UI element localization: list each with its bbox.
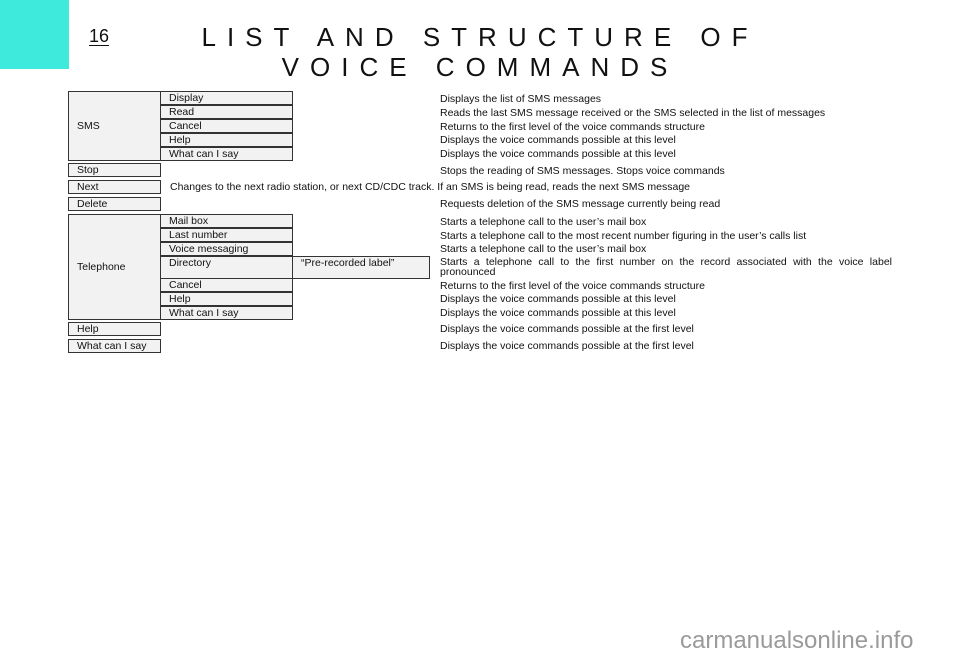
command-tel-what-can-i-say: What can I say — [160, 306, 293, 320]
command-help: Help — [68, 322, 161, 336]
desc-sms-cancel: Returns to the first level of the voice commands structure — [440, 121, 705, 133]
command-delete: Delete — [68, 197, 161, 211]
desc-tel-help: Displays the voice commands possible at this level — [440, 293, 676, 305]
command-tel-cancel: Cancel — [160, 278, 293, 292]
command-tel-mail-box: Mail box — [160, 214, 293, 228]
desc-tel-directory: Starts a telephone call to the first number on the record associated with the voice label pronounced — [440, 256, 892, 278]
command-sms-cancel: Cancel — [160, 119, 293, 133]
desc-help: Displays the voice commands possible at the first level — [440, 323, 694, 335]
command-next: Next — [68, 180, 161, 194]
group-label: Telephone — [77, 261, 126, 273]
command-sms-display: Display — [160, 91, 293, 105]
command-tel-prerecorded-label: “Pre-recorded label” — [292, 256, 430, 279]
desc-delete: Requests deletion of the SMS message currently being read — [440, 198, 721, 210]
page-number: 16 — [89, 26, 110, 46]
command-sms-read: Read — [160, 105, 293, 119]
desc-sms-what-can-i-say: Displays the voice commands possible at this level — [440, 148, 676, 160]
command-tel-help: Help — [160, 292, 293, 306]
group-label: SMS — [77, 120, 100, 132]
desc-tel-mail-box: Starts a telephone call to the user’s mail box — [440, 216, 647, 228]
command-tel-voice-messaging: Voice messaging — [160, 242, 293, 256]
desc-stop: Stops the reading of SMS messages. Stops voice commands — [440, 165, 725, 177]
command-stop: Stop — [68, 163, 161, 177]
group-sms — [68, 91, 161, 161]
desc-tel-what-can-i-say: Displays the voice commands possible at this level — [440, 307, 676, 319]
command-sms-help: Help — [160, 133, 293, 147]
page-title: LIST AND STRUCTURE OF VOICE COMMANDS — [201, 22, 759, 82]
command-tel-directory: Directory — [160, 256, 293, 279]
desc-sms-display: Displays the list of SMS messages — [440, 93, 602, 105]
group-telephone — [68, 214, 161, 320]
desc-next: Changes to the next radio station, or next CD/CDC track. If an SMS is being read, reads the next SMS message — [170, 181, 691, 193]
desc-sms-help: Displays the voice commands possible at this level — [440, 134, 676, 146]
desc-tel-cancel: Returns to the first level of the voice commands structure — [440, 280, 705, 292]
command-what-can-i-say: What can I say — [68, 339, 161, 353]
watermark: carmanualsonline.info — [680, 627, 914, 654]
desc-tel-last-number: Starts a telephone call to the most recent number figuring in the user’s calls list — [440, 230, 807, 242]
desc-what-can-i-say: Displays the voice commands possible at the first level — [440, 340, 694, 352]
desc-sms-read: Reads the last SMS message received or the SMS selected in the list of messages — [440, 107, 826, 119]
desc-tel-voice-messaging: Starts a telephone call to the user’s mail box — [440, 243, 647, 255]
section-tab — [0, 0, 69, 69]
command-tel-last-number: Last number — [160, 228, 293, 242]
command-sms-what-can-i-say: What can I say — [160, 147, 293, 161]
